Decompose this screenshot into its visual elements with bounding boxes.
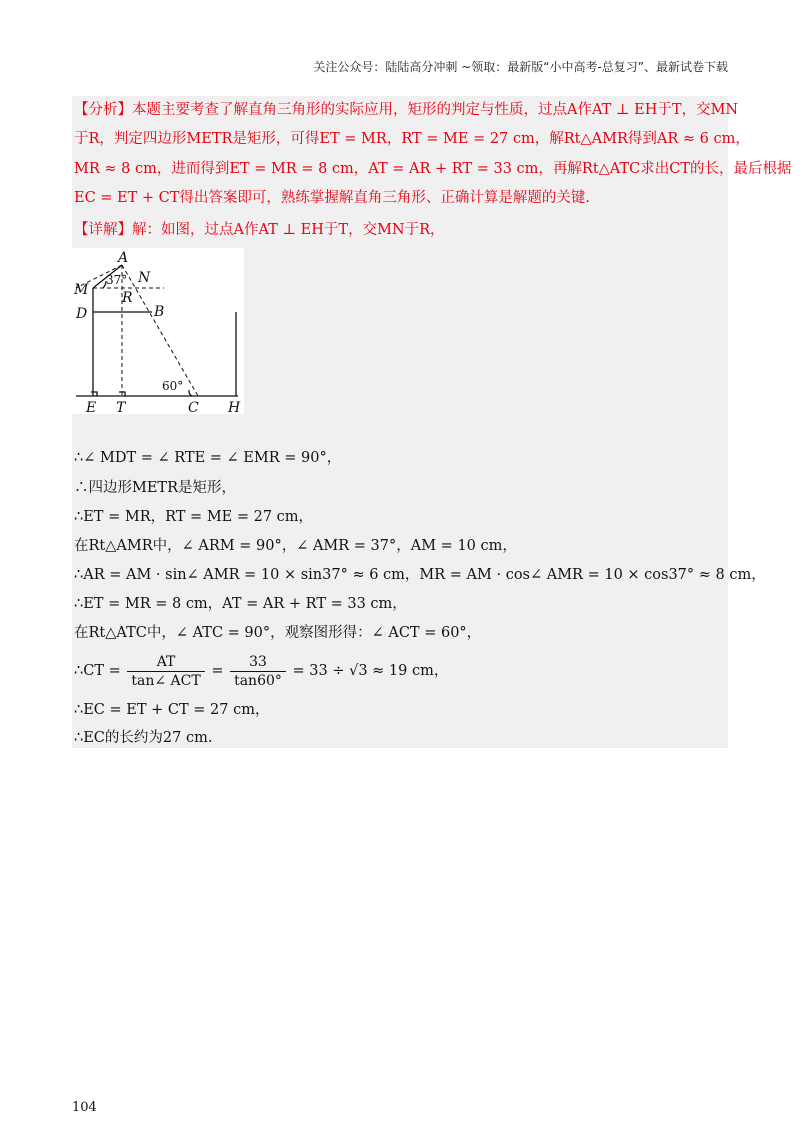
label-angle-37: 37° [106, 273, 128, 287]
geometry-diagram [72, 248, 244, 414]
fraction-33-over-tan60 [230, 653, 286, 690]
solution-panel [72, 96, 792, 748]
page-number: 104 [72, 1100, 97, 1115]
step-6: ∴ET = MR = 8 cm，AT = AR + RT = 33 cm， [74, 596, 407, 612]
label-R: R [122, 290, 133, 306]
step-8-equals: = [211, 663, 224, 679]
step-1: ∴∠ MDT = ∠ RTE = ∠ EMR = 90°， [74, 450, 342, 466]
fraction-1-denominator: tan∠ ACT [131, 672, 201, 689]
step-5: ∴AR = AM · sin∠ AMR = 10 × sin37° ≈ 6 cm，MR = AM · cos∠ AMR = 10 × cos37° ≈ 8 cm， [74, 567, 766, 583]
analysis-line-1: 【分析】本题主要考查了解直角三角形的实际应用，矩形的判定与性质，过点A作AT ⊥ EH于T，交MN [74, 102, 739, 118]
analysis-line-4: EC = ET + CT得出答案即可，熟练掌握解直角三角形、正确计算是解题的关键. [74, 190, 591, 206]
step-10: ∴EC的长约为27 cm. [74, 730, 213, 746]
fraction-at-over-tan [127, 653, 204, 690]
step-3: ∴ET = MR，RT = ME = 27 cm， [74, 509, 314, 525]
analysis-line-2: 于R，判定四边形METR是矩形，可得ET = MR，RT = ME = 27 cm，解Rt△AMR得到AR ≈ 6 cm， [74, 131, 750, 147]
step-8-suffix: = 33 ÷ √3 ≈ 19 cm， [292, 663, 449, 679]
angle-arc-C [189, 390, 192, 396]
label-angle-60: 60° [162, 379, 184, 393]
label-C: C [188, 400, 199, 414]
label-T: T [116, 400, 126, 414]
page-header: 关注公众号：陆陆高分冲刺 ~领取：最新版“小中高考-总复习”、最新试卷下载 [313, 60, 728, 74]
label-D: D [76, 306, 88, 322]
line-AC [122, 265, 198, 396]
label-M: M [74, 282, 89, 298]
step-4: 在Rt△AMR中，∠ ARM = 90°，∠ AMR = 37°，AM = 10 cm， [74, 538, 517, 554]
label-E: E [86, 400, 97, 414]
step-7: 在Rt△ATC中，∠ ATC = 90°，观察图形得：∠ ACT = 60°， [74, 625, 482, 641]
fraction-1-numerator: AT [127, 653, 204, 672]
fraction-2-numerator: 33 [230, 653, 286, 672]
diagram-svg [72, 248, 244, 414]
label-B: B [154, 304, 165, 320]
detail-intro: 【详解】解：如图，过点A作AT ⊥ EH于T，交MN于R， [74, 222, 445, 238]
label-A: A [118, 250, 129, 266]
step-2: ∴四边形METR是矩形， [74, 480, 237, 496]
analysis-line-3: MR ≈ 8 cm，进而得到ET = MR = 8 cm，AT = AR + RT = 33 cm，再解Rt△ATC求出CT的长，最后根据 [74, 161, 792, 177]
fraction-2-denominator: tan60° [234, 672, 282, 689]
step-8-prefix: ∴CT = [74, 663, 121, 679]
step-9: ∴EC = ET + CT = 27 cm， [74, 702, 270, 718]
label-H: H [228, 400, 241, 414]
label-N: N [138, 270, 151, 286]
step-8 [74, 652, 448, 690]
